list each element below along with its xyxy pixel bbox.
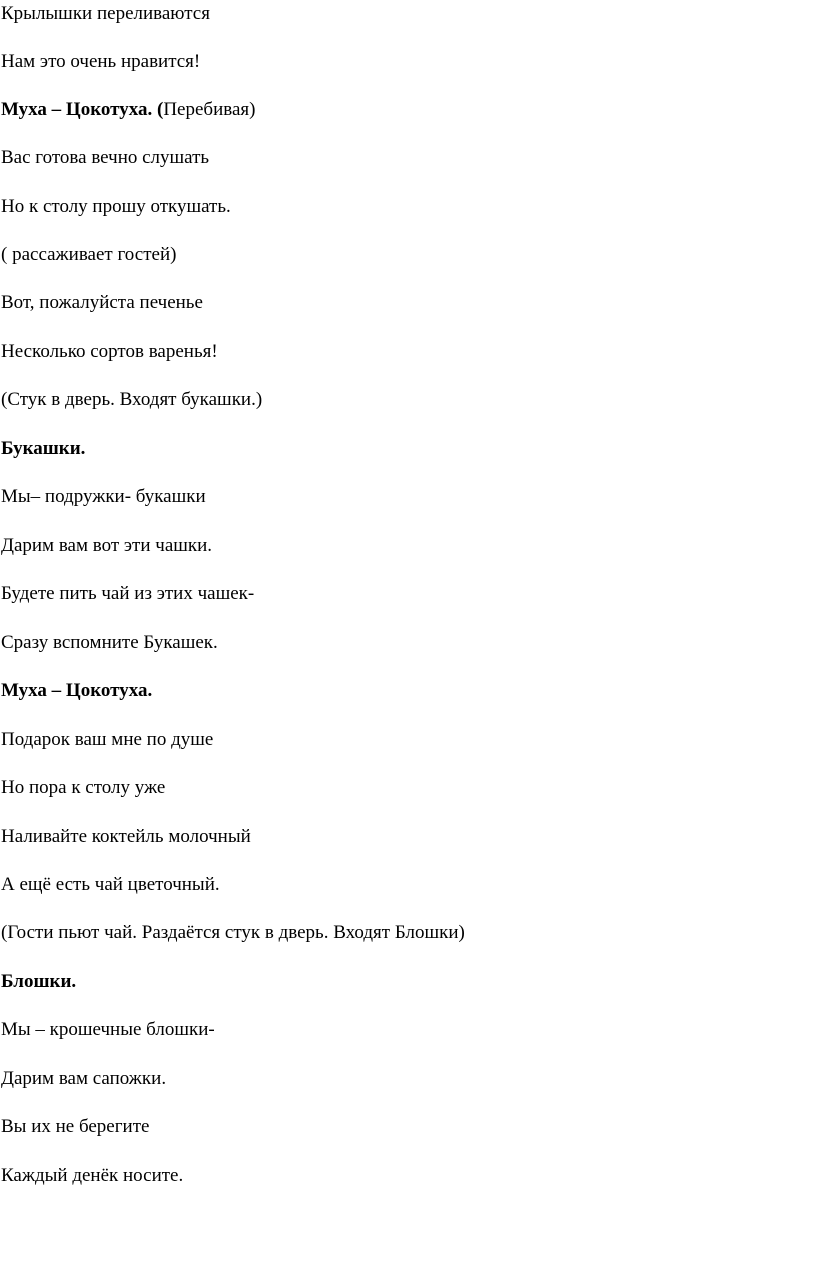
text-line xyxy=(1,147,209,169)
speaker-name: Блошки. xyxy=(1,971,77,992)
text-line xyxy=(1,826,251,848)
line-text: (Гости пьют чай. Раздаётся стук в дверь. Входят Блошки) xyxy=(1,922,465,943)
text-line xyxy=(1,3,210,25)
text-line xyxy=(1,777,165,799)
speaker-name: Букашки. xyxy=(1,438,86,459)
line-text: Вот, пожалуйста печенье xyxy=(1,292,203,313)
line-text: Мы– подружки- букашки xyxy=(1,486,206,507)
line-text: Подарок ваш мне по душе xyxy=(1,729,214,750)
text-line xyxy=(1,1068,166,1090)
line-text: Наливайте коктейль молочный xyxy=(1,826,251,847)
text-line xyxy=(1,874,220,896)
line-text: Каждый денёк носите. xyxy=(1,1165,184,1186)
line-text: А ещё есть чай цветочный. xyxy=(1,874,220,895)
text-line xyxy=(1,1165,183,1187)
line-text: Дарим вам сапожки. xyxy=(1,1068,167,1089)
line-text: Несколько сортов варенья! xyxy=(1,341,218,362)
speaker-line xyxy=(1,971,76,993)
speaker-line xyxy=(1,680,152,702)
speaker-line xyxy=(1,438,85,460)
line-text: Но к столу прошу откушать. xyxy=(1,196,231,217)
text-line xyxy=(1,341,218,363)
speaker-line xyxy=(1,99,255,121)
text-line xyxy=(1,583,254,605)
line-text: Нам это очень нравится! xyxy=(1,51,201,72)
stage-direction: Перебивая) xyxy=(163,99,256,120)
text-line xyxy=(1,196,231,218)
line-text: Крылышки переливаются xyxy=(1,3,210,24)
line-text: Будете пить чай из этих чашек- xyxy=(1,583,255,604)
text-line xyxy=(1,244,176,266)
text-line xyxy=(1,51,200,73)
text-line xyxy=(1,1019,215,1041)
speaker-name: Муха – Цокотуха. ( xyxy=(1,99,164,120)
line-text: Вас готова вечно слушать xyxy=(1,147,210,168)
line-text: Мы – крошечные блошки- xyxy=(1,1019,215,1040)
line-text: Сразу вспомните Букашек. xyxy=(1,632,218,653)
text-line xyxy=(1,1116,149,1138)
line-text: (Стук в дверь. Входят букашки.) xyxy=(1,389,263,410)
line-text: ( рассаживает гостей) xyxy=(1,244,177,265)
text-line xyxy=(1,486,206,508)
text-line xyxy=(1,535,212,557)
text-line xyxy=(1,292,203,314)
line-text: Дарим вам вот эти чашки. xyxy=(1,535,213,556)
text-line xyxy=(1,729,213,751)
text-line xyxy=(1,389,262,411)
line-text: Но пора к столу уже xyxy=(1,777,166,798)
text-line xyxy=(1,922,465,944)
speaker-name: Муха – Цокотуха. xyxy=(1,680,153,701)
text-line xyxy=(1,632,218,654)
line-text: Вы их не берегите xyxy=(1,1116,150,1137)
